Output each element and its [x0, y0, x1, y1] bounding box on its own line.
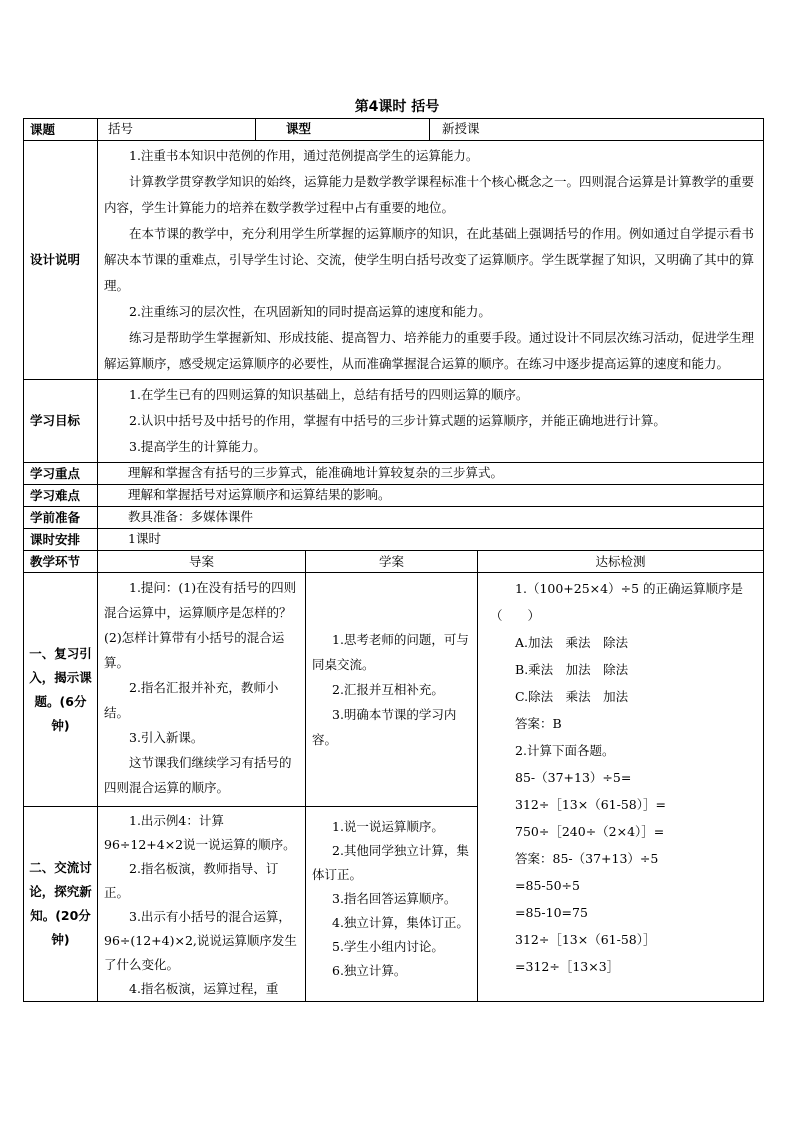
guide-column-header: 导案	[98, 551, 306, 573]
goals-content	[98, 380, 764, 463]
design-label: 设计说明	[24, 141, 98, 380]
design-paragraph: 练习是帮助学生掌握新知、形成技能、提高智力、培养能力的重要手段。通过设计不同层次练习活动，促进学生理解运算顺序，感受规定运算顺序的必要性，从而准确掌握混合运算的顺序。在练习中逐步提高运算的速度和能力。	[104, 330, 755, 371]
study-item: 2.其他同学独立计算，集体订正。	[312, 843, 469, 882]
check-line: C.除法 乘法 加法	[515, 689, 629, 704]
column-header-row	[24, 551, 764, 573]
topic-value: 括号	[98, 119, 256, 141]
stage2-name: 二、交流讨论，探究新知。(20分钟)	[24, 807, 98, 1002]
study-item: 6.独立计算。	[332, 963, 407, 978]
check-column-header: 达标检测	[478, 551, 764, 573]
check-line: B.乘法 加法 除法	[515, 662, 629, 677]
preparation-row	[24, 507, 764, 529]
check-line: 312÷［13×（61-58）］=	[515, 797, 666, 812]
check-line: 答案：85-（37+13）÷5	[515, 851, 659, 866]
goal-item: 2.认识中括号及中括号的作用，掌握有中括号的三步计算式题的运算顺序，并能正确地进行计算。	[129, 413, 666, 428]
difficulty-label: 学习难点	[24, 485, 98, 507]
guide-item: 1.出示例4：计算 96÷12+4×2说一说运算的顺序。	[104, 813, 296, 852]
topic-label: 课题	[24, 119, 98, 141]
guide-item: 1.提问：(1)在没有括号的四则混合运算中，运算顺序是怎样的？(2)怎样计算带有小括号的混合运算。	[104, 580, 297, 670]
design-content	[98, 141, 764, 380]
type-value: 新授课	[430, 119, 764, 141]
design-paragraph: 1.注重书本知识中范例的作用，通过范例提高学生的运算能力。	[129, 148, 479, 163]
check-line: =85-50÷5	[515, 878, 580, 893]
schedule-value: 1课时	[98, 529, 764, 551]
check-line: A.加法 乘法 除法	[515, 635, 629, 650]
difficulty-row	[24, 485, 764, 507]
check-line: 750÷［240÷（2×4）］=	[515, 824, 665, 839]
guide-item: 2.指名板演，教师指导、订正。	[104, 861, 279, 900]
goals-label: 学习目标	[24, 380, 98, 463]
check-line: 312÷［13×（61-58）］	[515, 932, 656, 947]
schedule-row	[24, 529, 764, 551]
study-item: 1.说一说运算顺序。	[332, 819, 444, 834]
design-paragraph: 在本节课的教学中，充分利用学生所掌握的运算顺序的知识，在此基础上强调括号的作用。例如通过自学提示看书解决本节课的重难点，引导学生讨论、交流，使学生明白括号改变了运算顺序。学生既掌握了知识，又明确了其中的算理。	[104, 226, 755, 293]
stage1-row	[24, 573, 764, 807]
guide-item: 3.出示有小括号的混合运算，96÷(12+4)×2,说说运算顺序发生了什么变化。	[104, 909, 297, 972]
stage2-guide	[98, 807, 306, 1002]
study-item: 4.独立计算，集体订正。	[332, 915, 469, 930]
key-point-row	[24, 463, 764, 485]
check-line: 85-（37+13）÷5=	[515, 770, 632, 785]
stage1-study	[306, 573, 478, 807]
design-paragraph: 2.注重练习的层次性，在巩固新知的同时提高运算的速度和能力。	[129, 304, 491, 319]
guide-item: 2.指名汇报并补充，教师小结。	[104, 680, 279, 720]
goal-item: 1.在学生已有的四则运算的知识基础上，总结有括号的四则运算的顺序。	[129, 387, 529, 402]
check-line: =85-10=75	[515, 905, 588, 920]
guide-item: 这节课我们继续学习有括号的四则混合运算的顺序。	[104, 755, 292, 795]
check-line: 1.（100+25×4）÷5 的正确运算顺序是（ ）	[490, 581, 744, 623]
design-row	[24, 141, 764, 380]
check-content	[478, 573, 764, 1002]
study-item: 1.思考老师的问题，可与同桌交流。	[312, 632, 469, 672]
study-item: 5.学生小组内讨论。	[332, 939, 444, 954]
check-line: 答案：B	[515, 716, 562, 731]
page-title: 第4课时 括号	[354, 99, 440, 115]
schedule-label: 课时安排	[24, 529, 98, 551]
stage1-name: 一、复习引入，揭示课题。(6分钟)	[24, 573, 98, 807]
guide-item: 4.指名板演，运算过程，重	[129, 981, 279, 996]
stage-column-header: 教学环节	[24, 551, 98, 573]
study-item: 3.指名回答运算顺序。	[332, 891, 457, 906]
difficulty-value: 理解和掌握括号对运算顺序和运算结果的影响。	[98, 485, 764, 507]
key-point-value: 理解和掌握含有括号的三步算式，能准确地计算较复杂的三步算式。	[98, 463, 764, 485]
stage2-study	[306, 807, 478, 1002]
stage1-guide	[98, 573, 306, 807]
check-line: =312÷［13×3］	[515, 959, 620, 974]
check-line: 2.计算下面各题。	[515, 743, 615, 758]
study-item: 3.明确本节课的学习内容。	[312, 707, 457, 747]
key-point-label: 学习重点	[24, 463, 98, 485]
preparation-label: 学前准备	[24, 507, 98, 529]
goal-item: 3.提高学生的计算能力。	[129, 439, 266, 454]
goals-row	[24, 380, 764, 463]
type-label: 课型	[256, 119, 430, 141]
guide-item: 3.引入新课。	[129, 730, 204, 745]
design-paragraph: 计算教学贯穿教学知识的始终，运算能力是数学教学课程标准十个核心概念之一。四则混合运算是计算教学的重要内容，学生计算能力的培养在数学教学过程中占有重要的地位。	[104, 174, 755, 215]
study-item: 2.汇报并互相补充。	[332, 682, 444, 697]
lesson-plan-table	[23, 118, 764, 1002]
study-column-header: 学案	[306, 551, 478, 573]
header-row	[24, 119, 764, 141]
preparation-value: 教具准备：多媒体课件	[98, 507, 764, 529]
